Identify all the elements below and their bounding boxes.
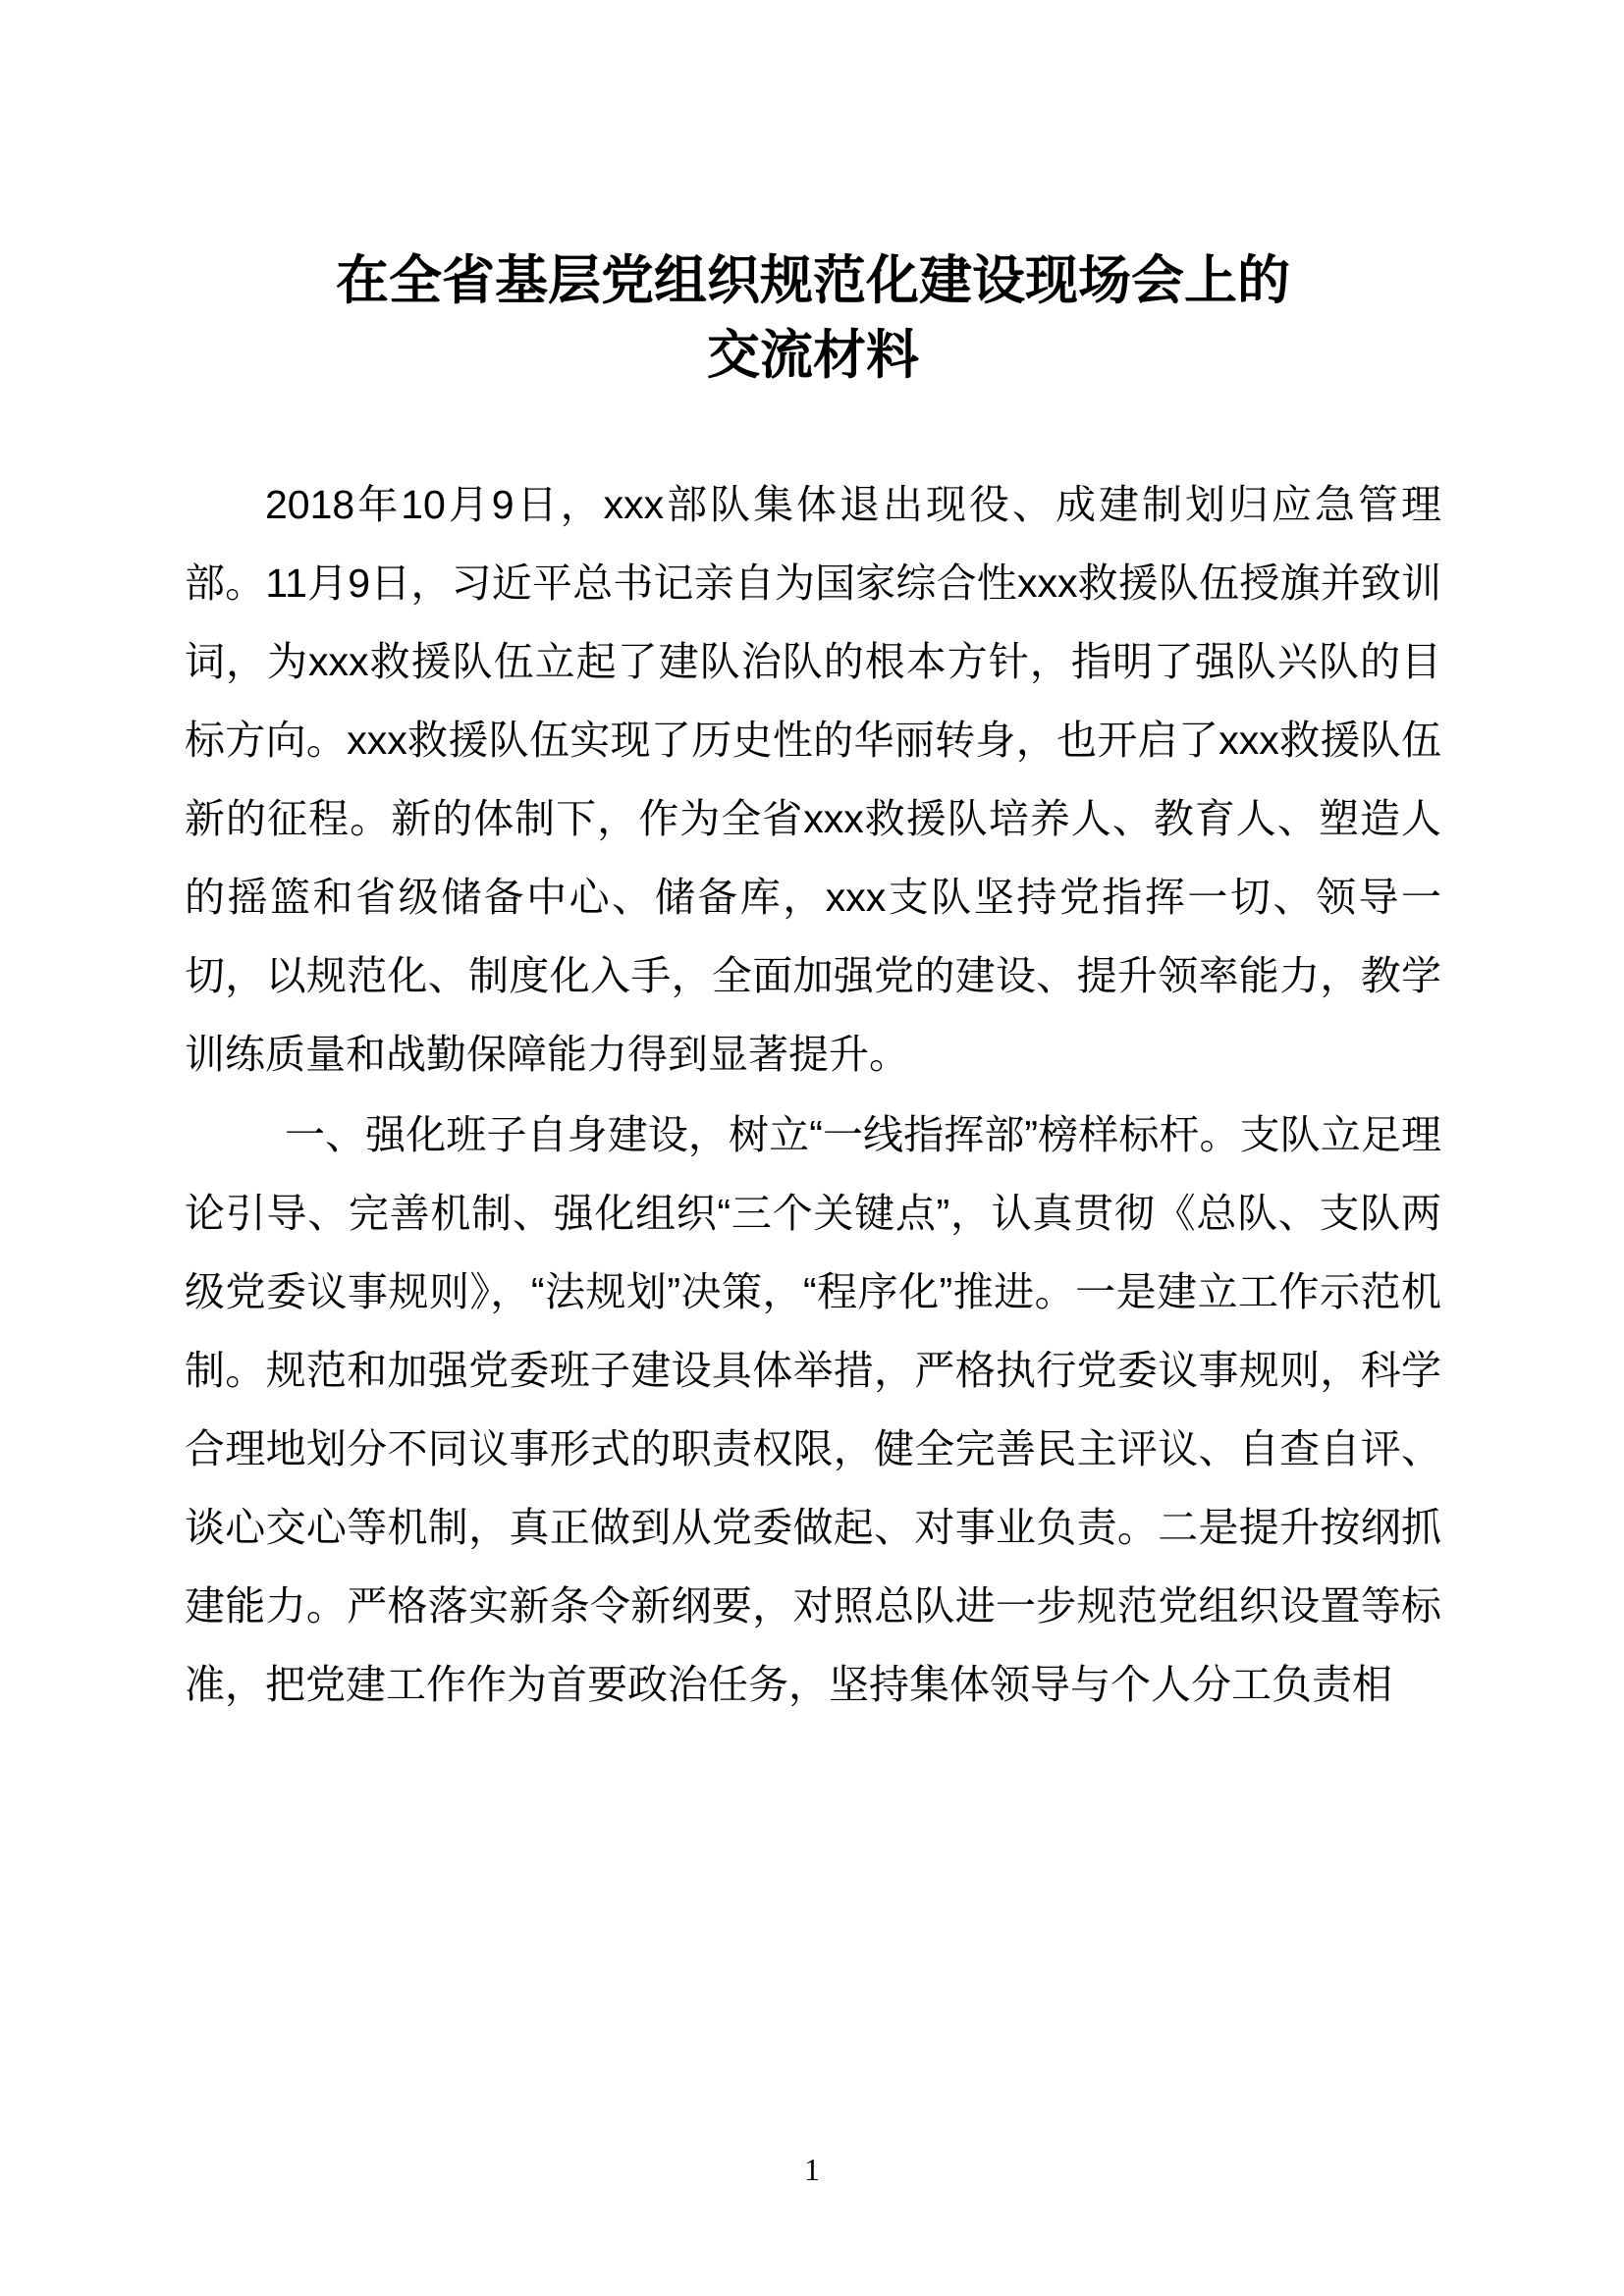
paragraph-section-one: 一、强化班子自身建设，树立“一线指挥部”榜样标杆。支队立足理论引导、完善机制、强化组织“三个关键点”，认真贯彻《总队、支队两级党委议事规则》，“法规划”决策，“程序化”推进。一是建立工作示范机制。规范和加强党委班子建设具体举措，严格执行党委议事规则，科学合理地划分不同议事形式的职责权限，健全完善民主评议、自查自评、谈心交心等机制，真正做到从党委做起、对事业负责。二是提升按纲抓建能力。严格落实新条令新纲要，对照总队进一步规范党组织设置等标准，把党建工作作为首要政治任务，坚持集体领导与个人分工负责相 <box>185 1112 1441 1707</box>
page-title-line-2: 交流材料 <box>707 326 919 385</box>
page-number: 1 <box>804 2152 820 2187</box>
page-title <box>185 0 1441 393</box>
page-title-line-1: 在全省基层党组织规范化建设现场会上的 <box>336 251 1290 310</box>
paragraph-intro: 2018年10月9日，xxx部队集体退出现役、成建制划归应急管理部。11月9日，习近平总书记亲自为国家综合性xxx救援队伍授旗并致训词，为xxx救援队伍立起了建队治队的根本方针，指明了强队兴队的目标方向。xxx救援队伍实现了历史性的华丽转身，也开启了xxx救援队伍新的征程。新的体制下，作为全省xxx救援队培养人、教育人、塑造人的摇篮和省级储备中心、储备库，xxx支队坚持党指挥一切、领导一切，以规范化、制度化入手，全面加强党的建设、提升领率能力，教学训练质量和战勤保障能力得到显著提升。 <box>185 482 1441 1077</box>
document-body <box>185 0 1441 1724</box>
